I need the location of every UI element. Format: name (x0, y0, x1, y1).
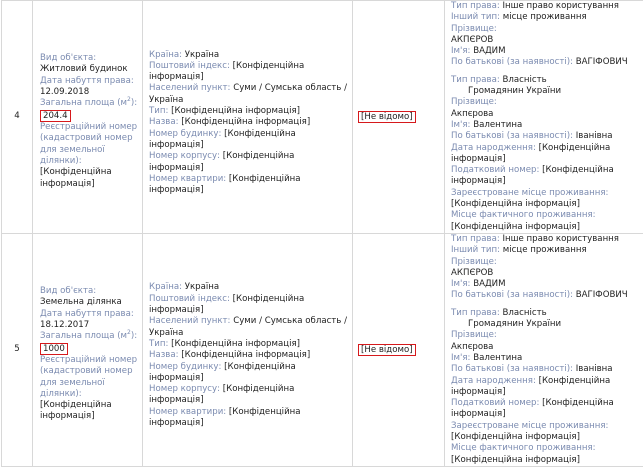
object-cell (33, 233, 143, 466)
owner2-surname: Акпєрова (451, 108, 494, 119)
apartment-number-value: [Конфіденційна інформація] (149, 173, 301, 196)
reg-number-label: Реєстраційний номер (кадастровий номер для земельної ділянки): (40, 122, 138, 166)
rights-cell: Тип права: Інше право користування Інший тип: місце проживання Прізвище: АКПЄРОВ Ім'я: ВАДИМ По батькові (за наявності): ВАГІФОВИЧ Тип права: Власність Громадянин України Прізвище: Акпєрова Ім'я: Валентина По батькові (за наявності): Іванівна Дата народження: [Конфіденційна інформація] Податковий номер: [Конфіденційна інформація] Зареєстроване місце проживання: [Конфіденційна інформація] Місце фактичного проживання: [Конфіденційна інформація] (445, 233, 643, 466)
country-value: Україна (184, 49, 220, 60)
cost-cell (353, 1, 445, 234)
owner1-surname: АКПЄРОВ (451, 34, 494, 45)
object-type-value: Земельна ділянка (40, 297, 122, 308)
rights-cell: Тип права: Інше право користування Інший тип: місце проживання Прізвище: АКПЄРОВ Ім'я: ВАДИМ По батькові (за наявності): ВАГІФОВИЧ Тип права: Власність Громадянин України Прізвище: Акпєрова Ім'я: Валентина По батькові (за наявності): Іванівна Дата народження: [Конфіденційна інформація] Податковий номер: [Конфіденційна інформація] Зареєстроване місце проживання: [Конфіденційна інформація] Місце фактичного проживання: [Конфіденційна інформація] (445, 1, 643, 234)
owner2-surname: Акпєрова (451, 341, 494, 352)
reg-number-value: [Конфіденційна інформація] (40, 167, 112, 189)
area-value: 204.4 (40, 110, 71, 123)
apartment-number-value: [Конфіденційна інформація] (149, 406, 301, 429)
object-type-label: Вид об'єкта: (40, 286, 97, 297)
reg-number-label: Реєстраційний номер (кадастровий номер для земельної ділянки): (40, 355, 138, 399)
area-value: 1000 (40, 343, 68, 356)
street-name-value: [Конфіденційна інформація] (181, 350, 311, 361)
country-value: Україна (184, 282, 220, 293)
object-cell (33, 1, 143, 234)
object-type-label: Вид об'єкта: (40, 53, 97, 64)
cost-cell (353, 233, 445, 466)
cost-value: [Не відомо] (358, 344, 416, 357)
location-cell: Країна: Україна Поштовий індекс: [Конфіденційна інформація] Населений пункт: Суми / Сумська область / Україна Тип: [Конфіденційна інформація] Назва: [Конфіденційна інформація] Номер будинку: [Конфіденційна інформація] Номер корпусу: [Конфіденційна інформація] Номер квартири: [Конфіденційна інформація] (143, 233, 353, 466)
object-type-value: Житловий будинок (40, 64, 128, 75)
acquire-date-label: Дата набуття права: (40, 75, 134, 86)
street-type-value: [Конфіденційна інформація] (171, 106, 301, 117)
row-number: 4 (14, 111, 20, 122)
acquire-date-value: 18.12.2017 (40, 319, 90, 330)
area-label: Загальна площа $(м^2)$: (40, 96, 138, 109)
cost-value: [Не відомо] (358, 111, 416, 124)
street-name-value: [Конфіденційна інформація] (181, 117, 311, 128)
property-table (1, 0, 643, 467)
city-value: Суми / Сумська область / Україна (149, 83, 348, 105)
owner1-surname: АКПЄРОВ (451, 267, 494, 278)
row-number-cell (2, 233, 33, 466)
acquire-date-value: 12.09.2018 (40, 86, 90, 97)
house-number-value: [Конфіденційна інформація] (149, 128, 296, 150)
table-row (2, 1, 643, 234)
row-number-cell (2, 1, 33, 234)
area-label: Загальна площа $(м^2)$: (40, 329, 138, 342)
acquire-date-label: Дата набуття права: (40, 308, 134, 319)
zip-value: [Конфіденційна інформація] (149, 293, 305, 316)
street-type-value: [Конфіденційна інформація] (171, 338, 301, 349)
row-number: 5 (14, 344, 20, 355)
location-cell: Країна: Україна Поштовий індекс: [Конфіденційна інформація] Населений пункт: Суми / Сумська область / Україна Тип: [Конфіденційна інформація] Назва: [Конфіденційна інформація] Номер будинку: [Конфіденційна інформація] Номер корпусу: [Конфіденційна інформація] Номер квартири: [Конфіденційна інформація] (143, 1, 353, 234)
house-number-value: [Конфіденційна інформація] (149, 361, 296, 383)
reg-number-value: [Конфіденційна інформація] (40, 400, 112, 422)
zip-value: [Конфіденційна інформація] (149, 60, 305, 83)
block-number-value: [Конфіденційна інформація] (149, 151, 295, 173)
table-row (2, 233, 643, 466)
city-value: Суми / Сумська область / Україна (149, 316, 348, 338)
block-number-value: [Конфіденційна інформація] (149, 384, 295, 406)
